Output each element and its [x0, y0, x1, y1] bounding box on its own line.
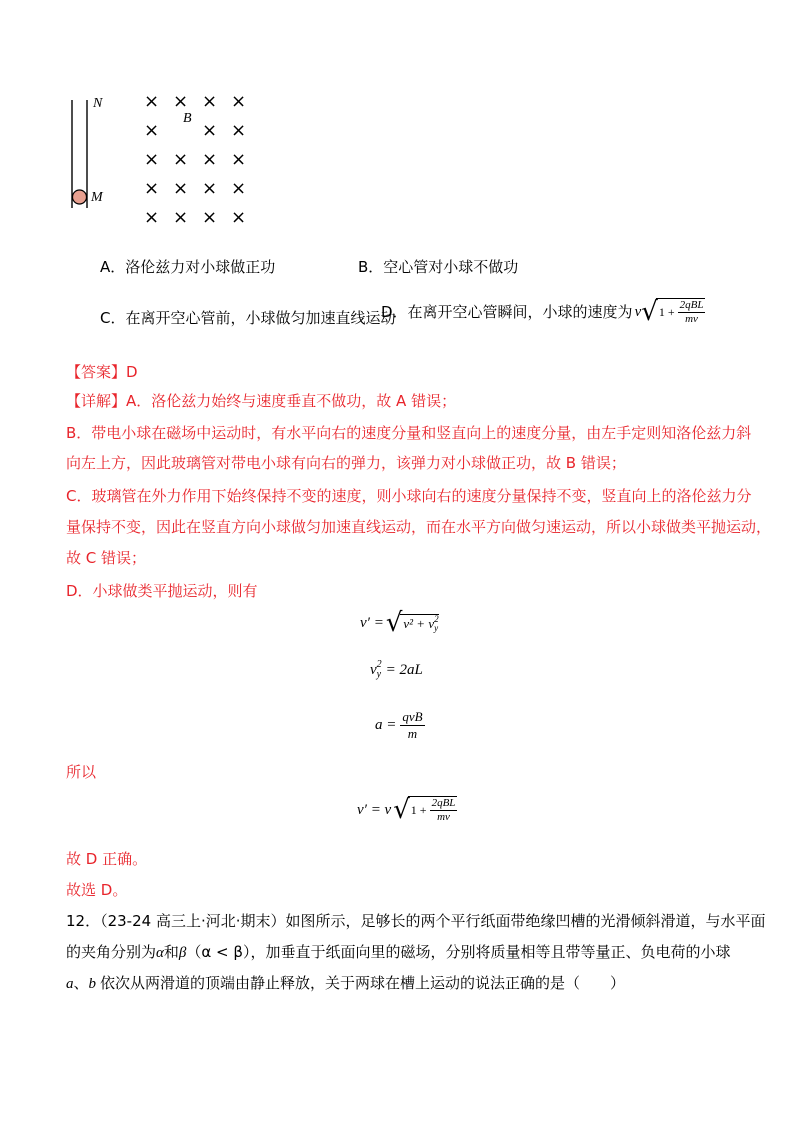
- field-cross: ×: [202, 120, 218, 141]
- detail-so: 所以: [66, 763, 97, 781]
- option-d-text: D．在离开空心管瞬间，小球的速度为: [381, 303, 633, 321]
- option-d-v: v: [634, 303, 642, 320]
- option-c: C．在离开空心管前，小球做匀加速直线运动: [100, 309, 396, 327]
- answer-line: [66, 361, 138, 383]
- detail-tag: 【详解】: [66, 392, 127, 410]
- detail-c-line3: 故 C 错误；: [66, 549, 147, 567]
- field-cross: ×: [231, 91, 247, 112]
- option-d: [381, 288, 705, 336]
- answer-tag: 【答案】: [66, 363, 127, 381]
- field-cross: ×: [202, 207, 218, 228]
- answer-value: D: [126, 363, 138, 381]
- question12-line2: 的夹角分别为α和β（α < β），加垂直于纸面向里的磁场，分别将质量相等且带等量正、负电荷的小球: [66, 943, 731, 961]
- field-cross: ×: [231, 178, 247, 199]
- field-cross: ×: [231, 149, 247, 170]
- field-cross: ×: [231, 120, 247, 141]
- field-cross: ×: [144, 120, 160, 141]
- field-cross: ×: [231, 207, 247, 228]
- detail-line-a: 【详解】A．洛伦兹力始终与速度垂直不做功，故 A 错误；: [66, 392, 457, 410]
- field-cross: ×: [144, 207, 160, 228]
- field-cross: ×: [173, 91, 189, 112]
- question12-line1: 12．（23-24 高三上·河北·期末）如图所示，足够长的两个平行纸面带绝缘凹槽的光滑倾斜滑道，与水平面: [66, 912, 766, 930]
- field-cross: ×: [202, 149, 218, 170]
- field-cross: ×: [144, 178, 160, 199]
- label-b: B: [183, 111, 192, 126]
- ball: [73, 190, 87, 204]
- equation-2: v 2 y = 2aL: [370, 659, 423, 680]
- field-cross: ×: [144, 91, 160, 112]
- equation-1: v′ = √ v² + v 2 y: [360, 608, 439, 638]
- option-a: A．洛伦兹力对小球做正功: [100, 258, 276, 276]
- option-b: B．空心管对小球不做功: [358, 258, 519, 276]
- equation-4: v′ = v √ 1 + $\frac{\text{2qBL}}{mv}$: [357, 795, 456, 825]
- detail-c-line1: C．玻璃管在外力作用下始终保持不变的速度，则小球向右的速度分量保持不变，竖直向上的洛伦兹力分: [66, 487, 752, 505]
- field-cross: ×: [173, 178, 189, 199]
- detail-choose: 故选 D。: [66, 881, 128, 899]
- detail-c-line2: 量保持不变，因此在竖直方向小球做匀加速直线运动，而在水平方向做匀速运动，所以小球做类平抛运动，: [66, 518, 772, 536]
- label-m: M: [91, 190, 103, 205]
- detail-conclusion: 故 D 正确。: [66, 850, 148, 868]
- detail-b-line1: B．带电小球在磁场中运动时，有水平向右的速度分量和竖直向上的速度分量，由左手定则知洛伦兹力斜: [66, 424, 752, 442]
- field-cross: ×: [202, 178, 218, 199]
- equation-3: a = $\frac{\text{qvB}}{m}$: [375, 708, 423, 741]
- magnetic-field-figure: [66, 90, 266, 230]
- detail-b-line2: 向左上方，因此玻璃管对带电小球有向右的弹力，该弹力对小球做正功，故 B 错误；: [66, 454, 626, 472]
- label-n: N: [93, 96, 103, 111]
- option-d-sqrt: √ 1 + $\frac{\text{2qBL}}{mv}$: [641, 297, 704, 327]
- field-cross: ×: [173, 207, 189, 228]
- question12-line3: a、b 依次从两滑道的顶端由静止释放，关于两球在槽上运动的说法正确的是（ ）: [66, 974, 626, 992]
- field-cross: ×: [144, 149, 160, 170]
- field-cross: ×: [173, 149, 189, 170]
- field-cross: ×: [202, 91, 218, 112]
- detail-d-line: D．小球做类平抛运动，则有: [66, 582, 258, 600]
